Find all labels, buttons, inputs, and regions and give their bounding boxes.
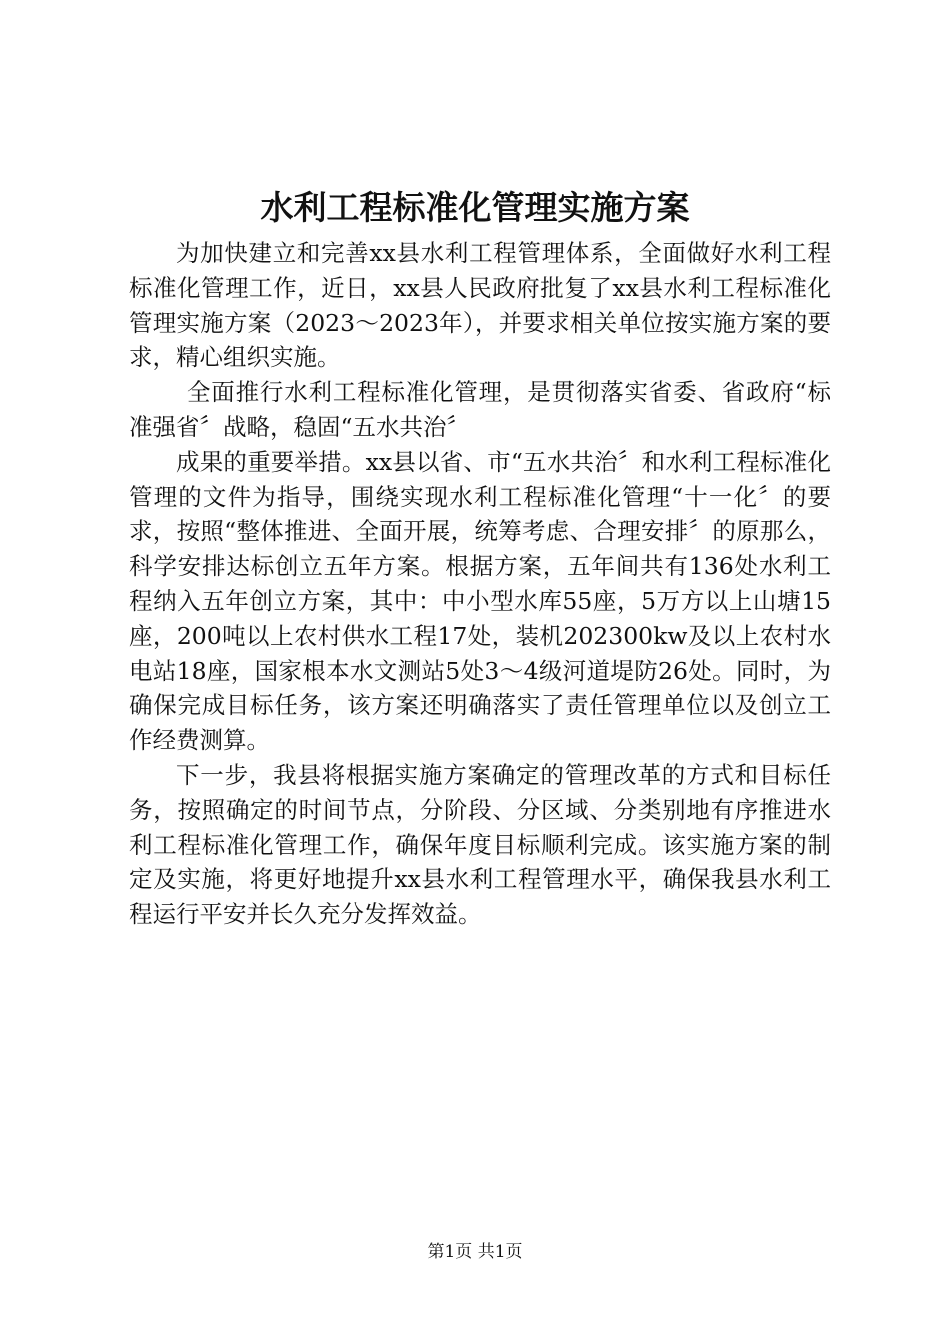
paragraph-2: 全面推行水利工程标准化管理，是贯彻落实省委、省政府“标准强省〞战略，稳固“五水共治〞 — [129, 378, 831, 441]
paragraph-4: 下一步，我县将根据实施方案确定的管理改革的方式和目标任务，按照确定的时间节点，分阶段、分区域、分类别地有序推进水利工程标准化管理工作，确保年度目标顺利完成。该实施方案的制定及实施，将更好地提升xx县水利工程管理水平，确保我县水利工程运行平安并长久充分发挥效益。 — [129, 760, 831, 929]
paragraph-1: 为加快建立和完善xx县水利工程管理体系，全面做好水利工程标准化管理工作，近日，xx县人民政府批复了xx县水利工程标准化管理实施方案（2023～2023年），并要求相关单位按实施方案的要求，精心组织实施。 — [129, 239, 831, 372]
page-footer: 第1页 共1页 — [427, 1242, 523, 1262]
paragraph-3: 成果的重要举措。xx县以省、市“五水共治〞和水利工程标准化管理的文件为指导，围绕实现水利工程标准化管理“十一化〞的要求，按照“整体推进、全面开展，统筹考虑、合理安排〞的原那么，科学安排达标创立五年方案。根据方案，五年间共有136处水利工程纳入五年创立方案，其中：中小型水库55座，5万方以上山塘15座，200吨以上农村供水工程17处，装机202300kw及以上农村水电站18座，国家根本水文测站5处3～4级河道堤防26处。同时，为确保完成目标任务，该方案还明确落实了责任管理单位以及创立工作经费测算。 — [129, 447, 831, 755]
document-body — [129, 236, 831, 932]
document-title: 水利工程标准化管理实施方案 — [260, 188, 690, 227]
